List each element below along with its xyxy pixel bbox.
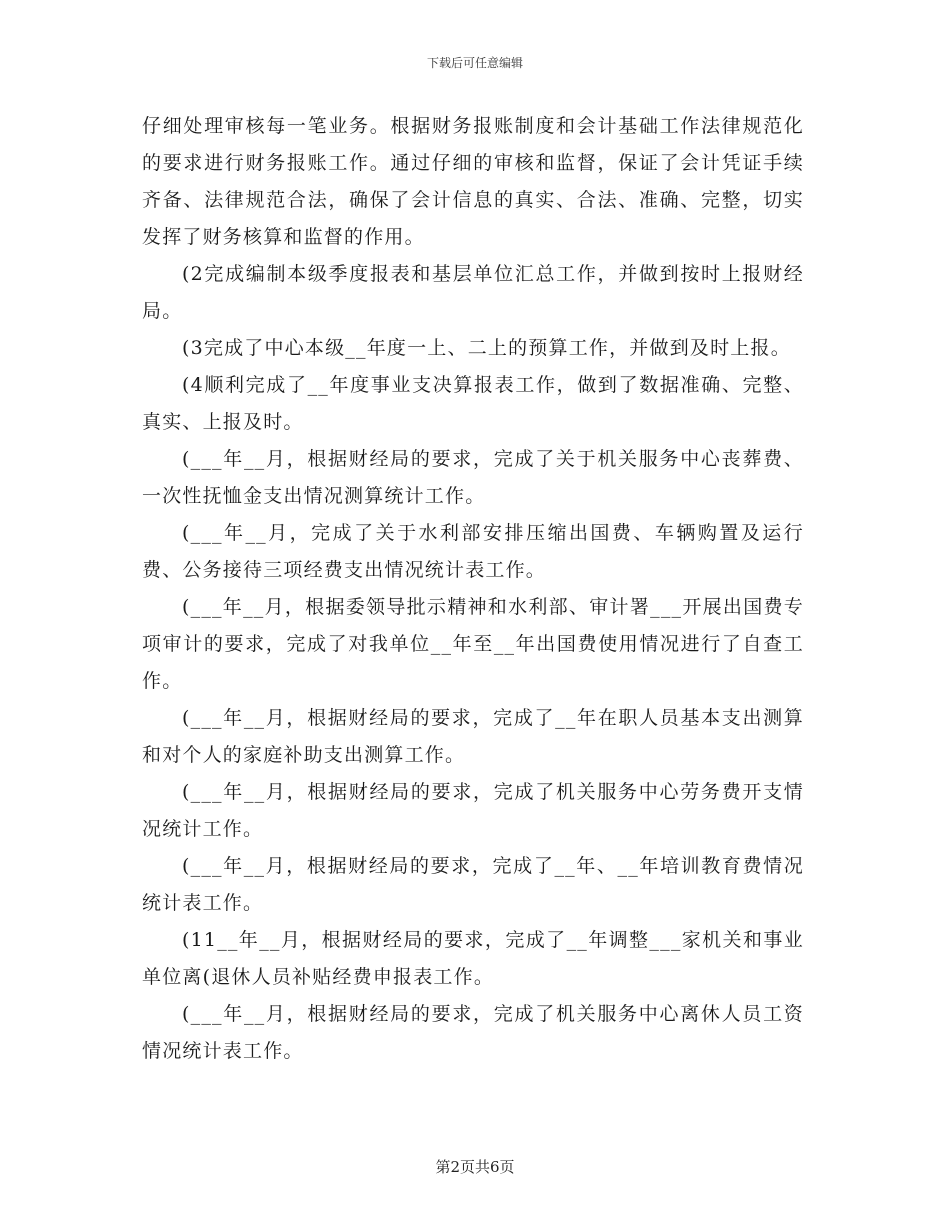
paragraph-item-10: (___年__月，根据财经局的要求，完成了__年、__年培训教育费情况统计表工作。: [142, 855, 804, 914]
paragraph-item-7: (___年__月，根据委领导批示精神和水利部、审计署___开展出国费专项审计的要求，完成了对我单位__年至__年出国费使用情况进行了自查工作。: [142, 596, 804, 692]
paragraph-item-6: (___年__月，完成了关于水利部安排压缩出国费、车辆购置及运行费、公务接待三项经费支出情况统计表工作。: [142, 522, 804, 581]
document-body: [142, 108, 804, 1070]
paragraph-item-9: (___年__月，根据财经局的要求，完成了机关服务中心劳务费开支情况统计工作。: [142, 781, 804, 840]
paragraph-item-5: (___年__月，根据财经局的要求，完成了关于机关服务中心丧葬费、一次性抚恤金支出情况测算统计工作。: [142, 448, 804, 507]
paragraph-continuation: 仔细处理审核每一笔业务。根据财务报账制度和会计基础工作法律规范化的要求进行财务报账工作。通过仔细的审核和监督，保证了会计凭证手续齐备、法律规范合法，确保了会计信息的真实、合法、准确、完整，切实发挥了财务核算和监督的作用。: [142, 115, 804, 248]
page-number: 第2页共6页: [435, 1158, 515, 1176]
paragraph-item-11: (11__年__月，根据财经局的要求，完成了__年调整___家机关和事业单位离(退休人员补贴经费申报表工作。: [142, 929, 804, 988]
paragraph-item-2: (2完成编制本级季度报表和基层单位汇总工作，并做到按时上报财经局。: [142, 263, 804, 322]
paragraph-item-12: (___年__月，根据财经局的要求，完成了机关服务中心离休人员工资情况统计表工作。: [142, 1003, 804, 1062]
paragraph-item-8: (___年__月，根据财经局的要求，完成了__年在职人员基本支出测算和对个人的家庭补助支出测算工作。: [142, 707, 804, 766]
page-header: 下载后可任意编辑: [426, 56, 523, 70]
paragraph-item-4: (4顺利完成了__年度事业支决算报表工作，做到了数据准确、完整、真实、上报及时。: [142, 374, 804, 433]
paragraph-item-3: (3完成了中心本级__年度一上、二上的预算工作，并做到及时上报。: [182, 337, 791, 359]
